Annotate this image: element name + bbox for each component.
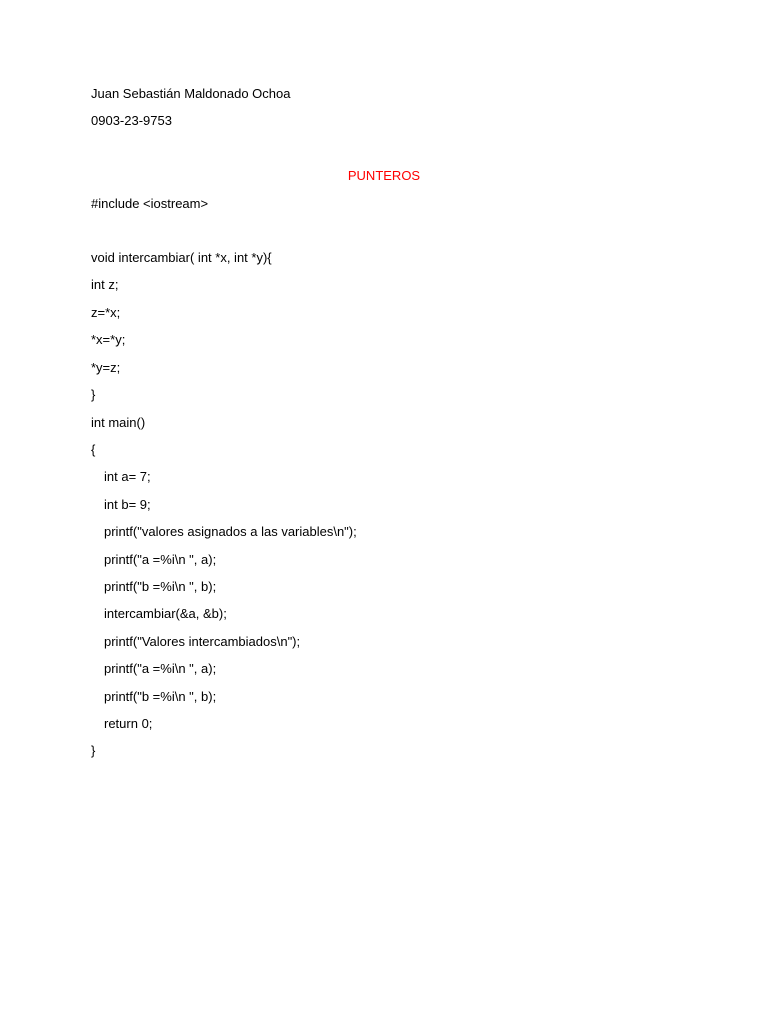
code-line: void intercambiar( int *x, int *y){ <box>91 250 272 265</box>
code-line: printf("b =%i\n ", b); <box>104 689 217 704</box>
code-line: printf("a =%i\n ", a); <box>104 661 217 676</box>
code-line: #include <iostream> <box>91 196 209 211</box>
code-line: } <box>91 387 96 402</box>
code-line: *y=z; <box>91 360 121 375</box>
code-line: printf("valores asignados a las variables\n"); <box>104 524 357 539</box>
code-line: int a= 7; <box>104 469 151 484</box>
author-name: Juan Sebastián Maldonado Ochoa <box>91 86 291 101</box>
code-line: int main() <box>91 415 146 430</box>
code-line: { <box>91 442 96 457</box>
code-line: int z; <box>91 277 119 292</box>
code-line: printf("b =%i\n ", b); <box>104 579 217 594</box>
code-line: *x=*y; <box>91 332 126 347</box>
document-title: PUNTEROS <box>347 168 421 183</box>
id-number: 0903-23-9753 <box>91 113 172 128</box>
code-line: intercambiar(&a, &b); <box>104 606 227 621</box>
code-line: } <box>91 743 96 758</box>
code-line: int b= 9; <box>104 497 151 512</box>
code-line: z=*x; <box>91 305 121 320</box>
code-line: printf("Valores intercambiados\n"); <box>104 634 301 649</box>
code-line: return 0; <box>104 716 153 731</box>
code-line: printf("a =%i\n ", a); <box>104 552 217 567</box>
